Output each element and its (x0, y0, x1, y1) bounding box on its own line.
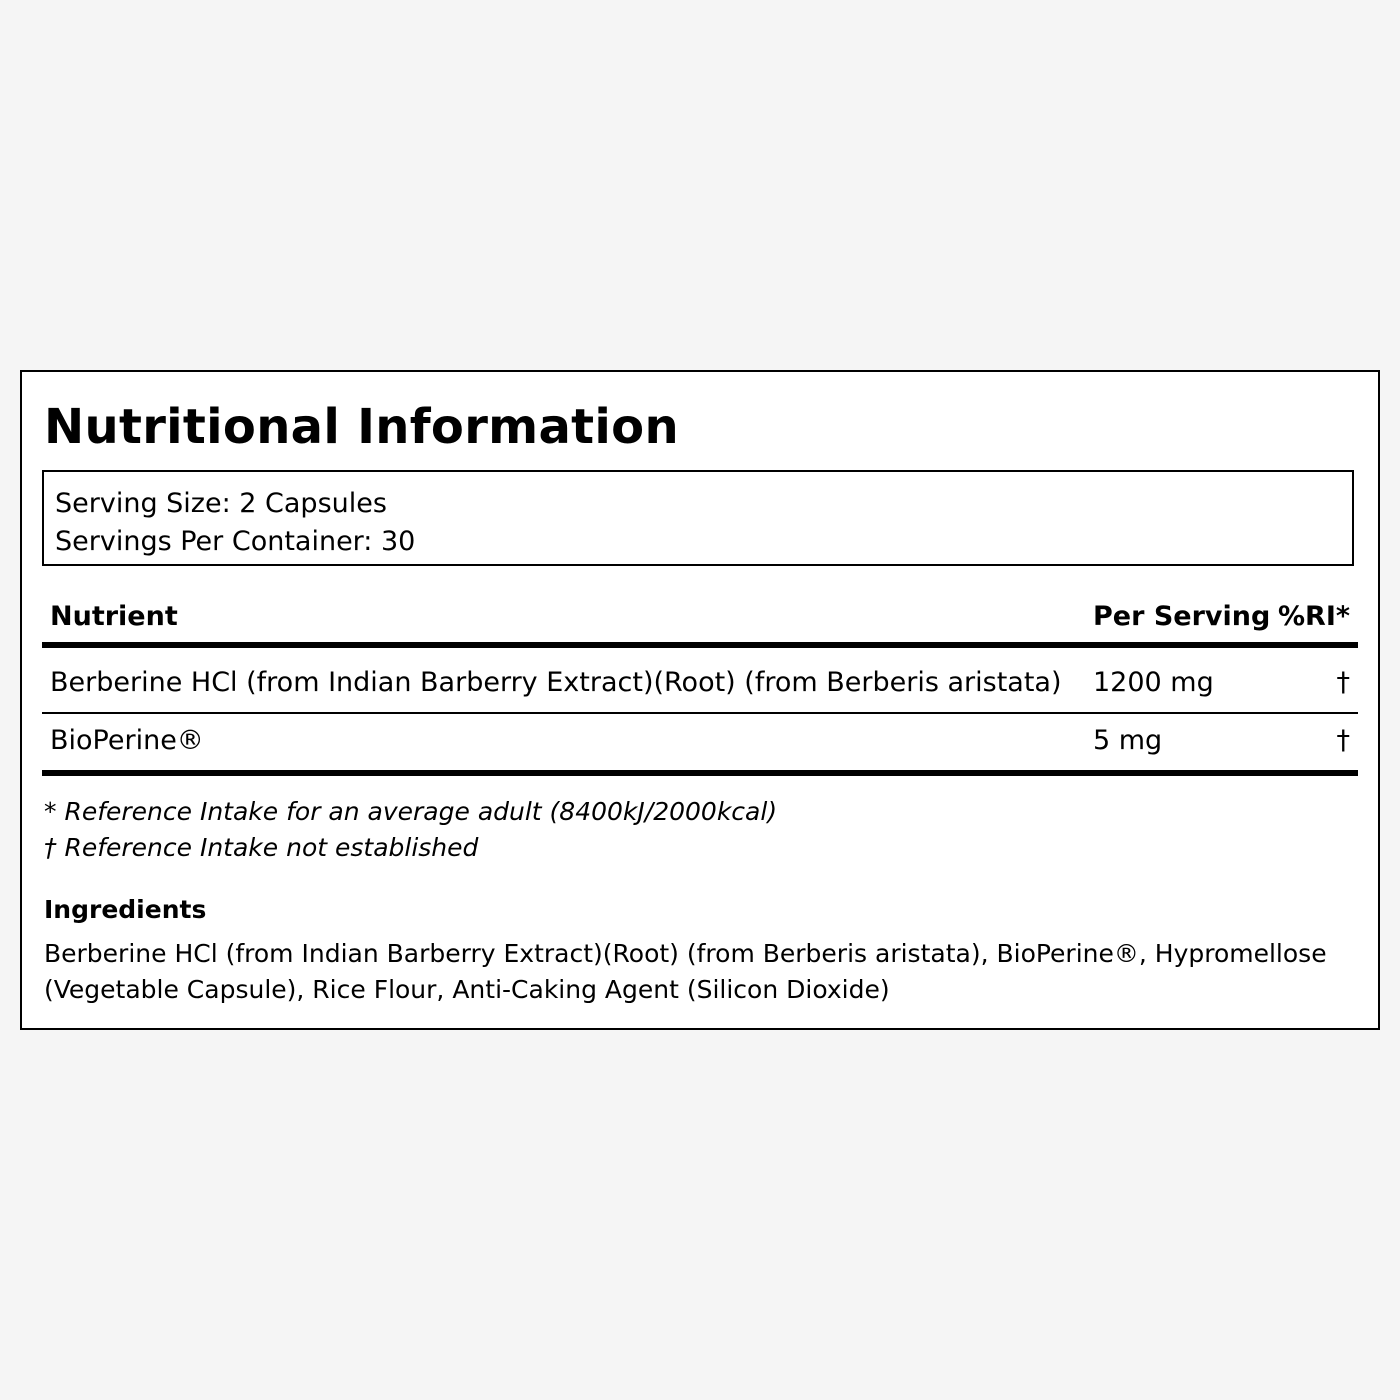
header-nutrient: Nutrient (50, 601, 178, 632)
nutrient-name: BioPerine® (50, 725, 204, 756)
reference-notes (44, 794, 777, 866)
table-header-row (42, 592, 1358, 648)
ingredients-heading: Ingredients (44, 895, 207, 924)
table-row (42, 648, 1358, 714)
nutrient-ri: † (1336, 667, 1350, 698)
nutrient-name: Berberine HCl (from Indian Barberry Extract)(Root) (from Berberis aristata) (50, 667, 1062, 698)
serving-info-box (42, 470, 1354, 566)
note-ri-adult: * Reference Intake for an average adult (8400kJ/2000kcal) (44, 797, 778, 826)
header-per-serving: Per Serving (1093, 601, 1271, 632)
nutrition-panel (20, 370, 1380, 1030)
panel-title: Nutritional Information (44, 399, 679, 455)
nutrient-ri: † (1336, 725, 1350, 756)
nutrient-amount: 1200 mg (1093, 667, 1214, 698)
servings-per-container: Servings Per Container: 30 (55, 526, 416, 557)
ingredients-text: Berberine HCl (from Indian Barberry Extract)(Root) (from Berberis aristata), BioPerine®, Hypromellose (Vegetable Capsule), Rice Flour, Anti-Caking Agent (Silicon Dioxide) (44, 939, 1327, 1004)
table-row (42, 714, 1358, 776)
nutrient-amount: 5 mg (1093, 725, 1163, 756)
header-ri: %RI* (1277, 601, 1350, 632)
serving-size: Serving Size: 2 Capsules (55, 488, 387, 519)
note-ri-not-established: † Reference Intake not established (44, 833, 479, 862)
nutrient-table (42, 592, 1358, 776)
